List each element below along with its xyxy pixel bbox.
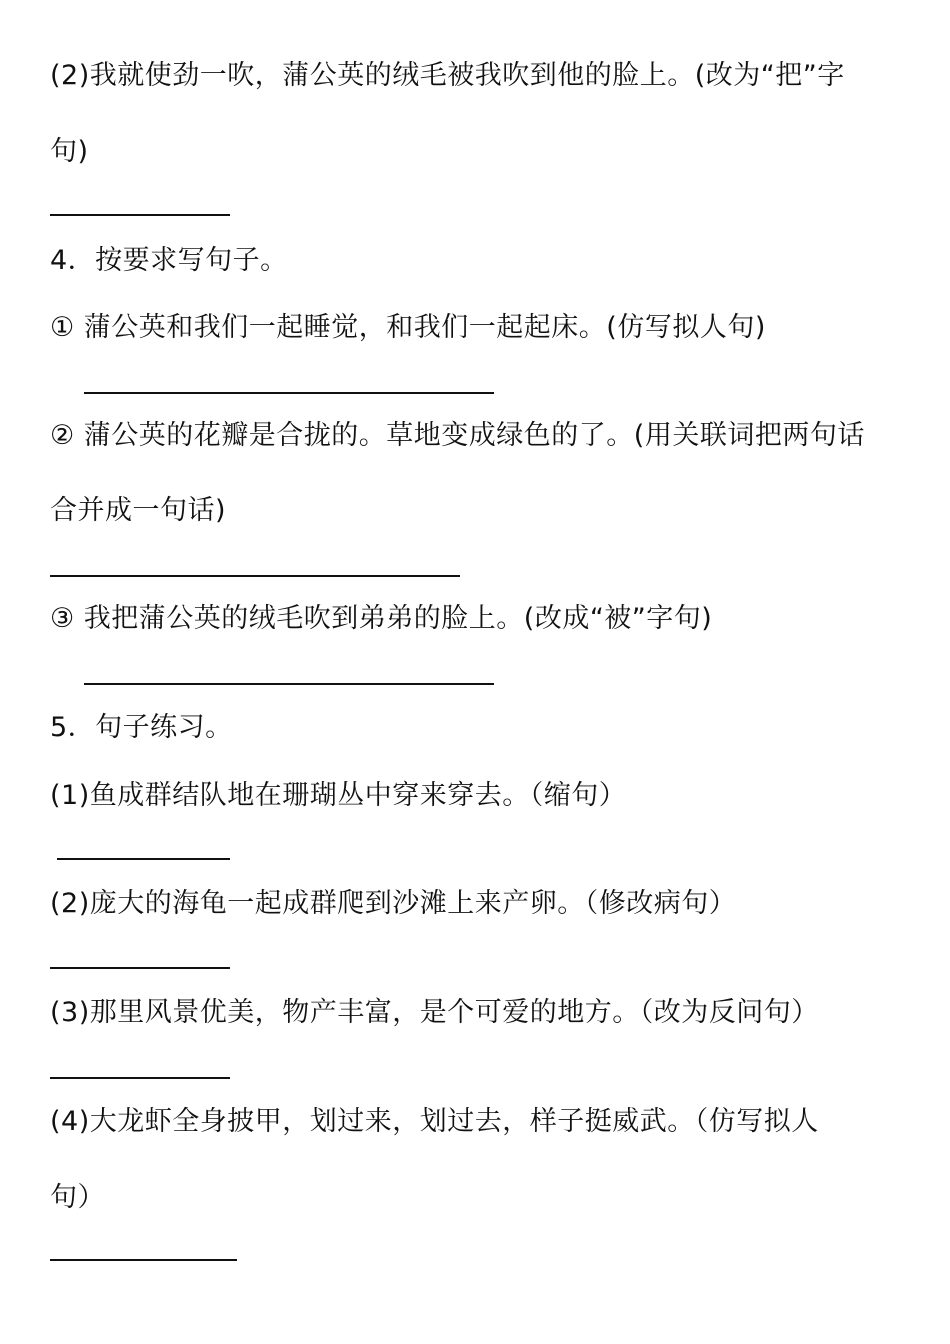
q5-item2-text: (2)庞大的海龟一起成群爬到沙滩上来产卵。（修改病句）	[50, 888, 737, 919]
q4-item3-answer-line[interactable]	[84, 683, 494, 685]
q5-item2-answer-line[interactable]	[50, 967, 230, 969]
q4-item2-answer-line[interactable]	[50, 575, 460, 577]
q3-item2-text: (2)我就使劲一吹，蒲公英的绒毛被我吹到他的脸上。(改为“把”字	[50, 60, 845, 91]
q4-heading: 4．按要求写句子。	[50, 245, 288, 276]
q4-item1-answer-line[interactable]	[84, 392, 494, 394]
q5-heading: 5．句子练习。	[50, 712, 233, 743]
q3-item2-text-cont: 句)	[50, 136, 89, 167]
q5-item1-text: (1)鱼成群结队地在珊瑚丛中穿来穿去。（缩句）	[50, 780, 627, 811]
q3-item2-answer-line[interactable]	[50, 214, 230, 216]
q4-item2-text-cont: 合并成一句话)	[50, 495, 227, 526]
q5-item4-text-cont: 句）	[50, 1182, 105, 1213]
q4-item3-text: ③ 我把蒲公英的绒毛吹到弟弟的脸上。(改成“被”字句)	[50, 603, 713, 634]
q5-item3-text: (3)那里风景优美，物产丰富，是个可爱的地方。（改为反问句）	[50, 997, 819, 1028]
q5-item4-text: (4)大龙虾全身披甲，划过来，划过去，样子挺威武。（仿写拟人	[50, 1106, 819, 1137]
q5-item1-answer-line[interactable]	[57, 858, 230, 860]
q4-item1-text: ① 蒲公英和我们一起睡觉，和我们一起起床。(仿写拟人句)	[50, 312, 766, 343]
q4-item2-text: ② 蒲公英的花瓣是合拢的。草地变成绿色的了。(用关联词把两句话	[50, 420, 865, 451]
q5-item4-answer-line[interactable]	[50, 1259, 237, 1261]
q5-item3-answer-line[interactable]	[50, 1077, 230, 1079]
